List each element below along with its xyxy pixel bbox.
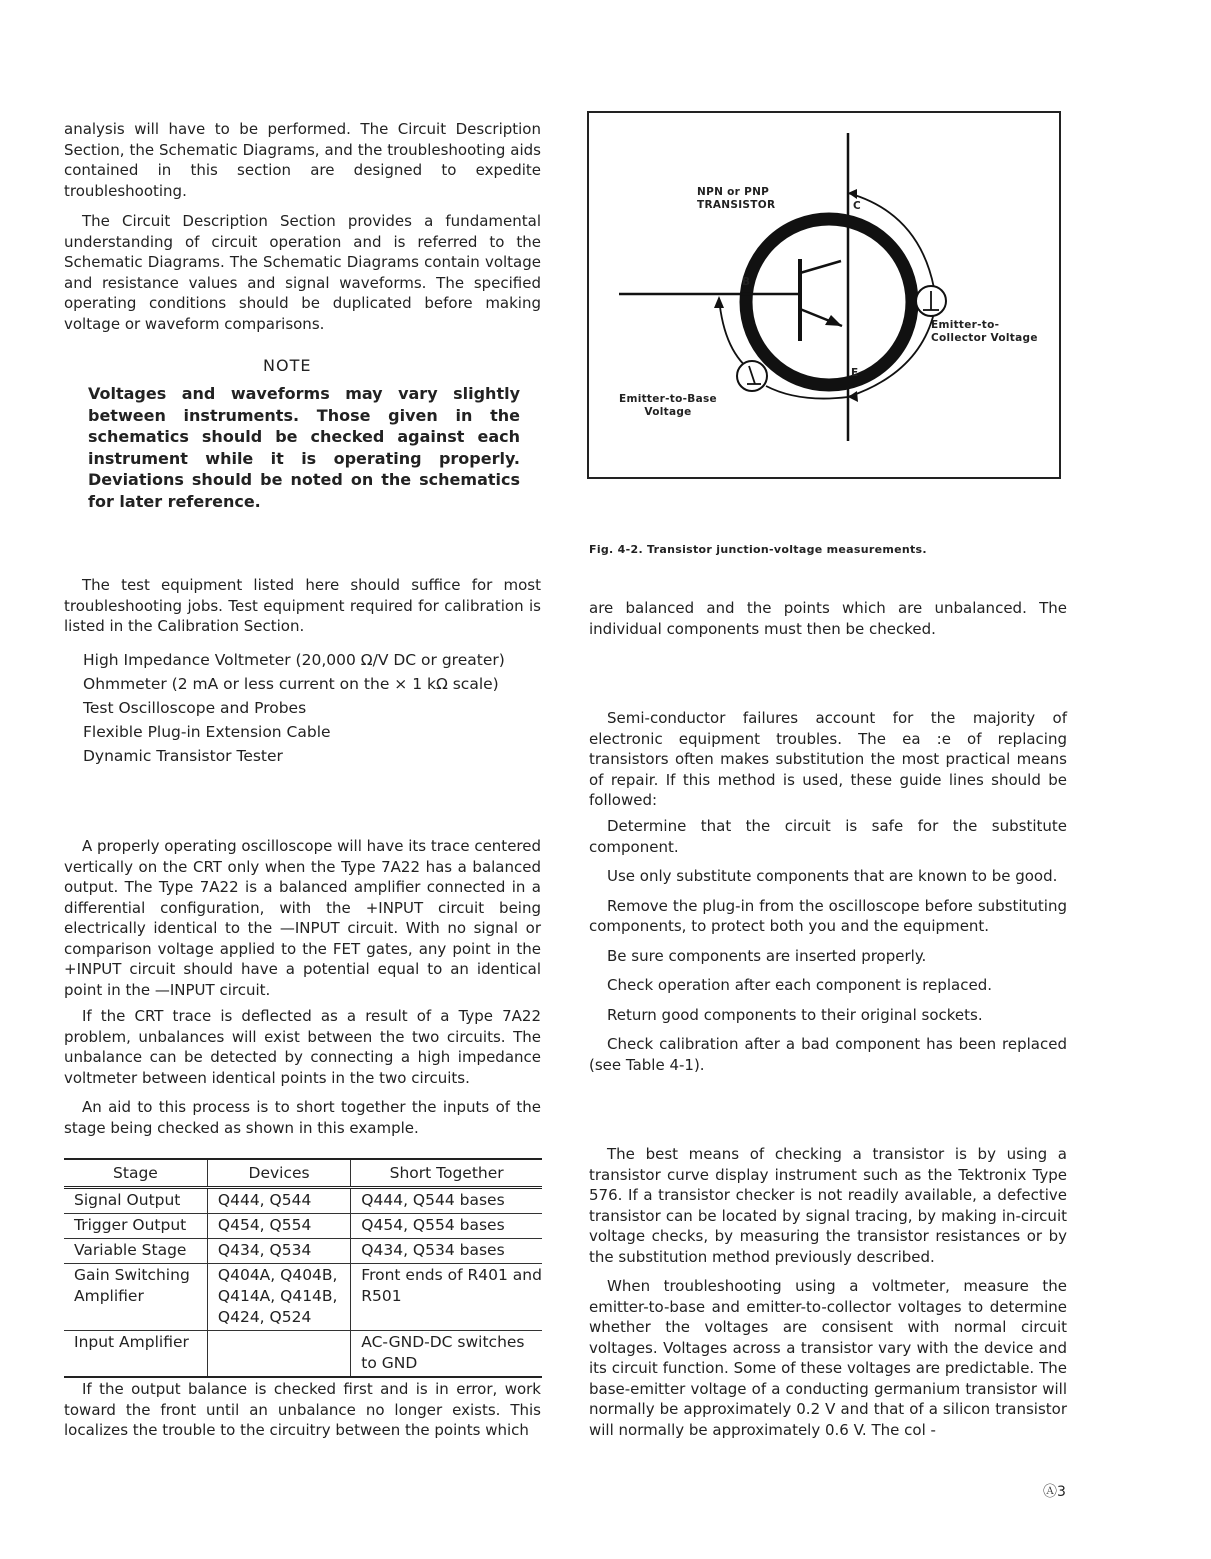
transistor-diagram xyxy=(589,113,1063,481)
semiconductor-paragraph: Semi-conductor failures account for the majority of electronic equipment troubles. The ea :e of replacing transistors often makes substitution the most practical means of repair. If this method is used, these guide lines should be followed: xyxy=(589,709,1067,809)
list-item: High Impedance Voltmeter (20,000 Ω/V DC or greater) xyxy=(83,651,505,669)
table-cell-stage: Variable Stage xyxy=(64,1239,207,1264)
table-cell-stage: Trigger Output xyxy=(64,1214,207,1239)
list-item: Determine that the circuit is safe for the substitute component. xyxy=(589,817,1067,856)
table-cell-short: AC-GND-DC switches to GND xyxy=(351,1331,542,1378)
output-balance-paragraph: If the output balance is checked first and is in error, work toward the front until an unbalance no longer exists. This localizes the trouble to the circuitry between the points which xyxy=(64,1380,541,1439)
transistor-label: NPN or PNP TRANSISTOR xyxy=(697,186,776,211)
list-item: Dynamic Transistor Tester xyxy=(83,747,283,765)
table-cell-stage: Gain Switching Amplifier xyxy=(64,1264,207,1331)
table-row xyxy=(64,1264,542,1331)
table-cell-devices: Q454, Q554 xyxy=(207,1214,350,1239)
list-item: Use only substitute components that are known to be good. xyxy=(607,867,1058,885)
transistor-check-paragraph: The best means of checking a transistor is by using a transistor curve display instrument such as the Tektronix Type 576. If a transistor checker is not readily available, a defective transistor can be located by signal tracing, by making in-circuit voltage checks, by measuring the transistor resistances or by the substitution method previously described. xyxy=(589,1145,1067,1266)
table-cell-devices: Q404A, Q404B, Q414A, Q414B, Q424, Q524 xyxy=(207,1264,350,1331)
balance-paragraph: A properly operating oscilloscope will have its trace centered vertically on the CRT only when the Type 7A22 has a balanced output. The Type 7A22 is a balanced amplifier connected in a differential configuration, with the +INPUT circuit being electrically identical to the —INPUT circuit. With no signal or comparison voltage applied to the FET gates, any point in the +INPUT circuit should have a potential equal to an identical point in the —INPUT circuit. xyxy=(64,837,542,999)
note-title: NOTE xyxy=(263,356,312,375)
list-item: Remove the plug-in from the oscilloscope before substituting components, to protect both you and the equipment. xyxy=(589,896,1067,935)
balanced-paragraph: are balanced and the points which are unbalanced. The individual components must then be checked. xyxy=(589,599,1067,638)
voltmeter-paragraph: When troubleshooting using a voltmeter, measure the emitter-to-base and emitter-to-collector voltages to determine whether the voltages are consisent with normal circuit voltages. Voltages across a transistor vary with the device and its circuit function. Some of these voltages are predictable. The base-emitter voltage of a conducting germanium transistor will normally be approximately 0.2 V and that of a silicon transistor will normally be approximately 0.6 V. The col - xyxy=(589,1277,1067,1439)
table-header-stage: Stage xyxy=(64,1159,207,1188)
table-cell-short: Q444, Q544 bases xyxy=(351,1188,542,1214)
unbalance-paragraph: If the CRT trace is deflected as a result of a Type 7A22 problem, unbalances will exist between the two circuits. The unbalance can be detected by connecting a high impedance voltmeter between identical points in the two circuits. xyxy=(64,1007,541,1087)
table-row xyxy=(64,1331,542,1378)
intro-paragraph: analysis will have to be performed. The Circuit Description Section, the Schematic Diagrams, and the troubleshooting aids contained in this section are designed to expedite troubleshooting. xyxy=(64,120,541,200)
table-row xyxy=(64,1188,542,1214)
figure-caption: Fig. 4-2. Transistor junction-voltage measurements. xyxy=(589,543,927,556)
list-item: Check operation after each component is replaced. xyxy=(607,976,992,994)
note-text: Voltages and waveforms may vary slightly between instruments. Those given in the schematics should be checked against each instrument while it is operating properly. Deviations should be noted on the schematics for later reference. xyxy=(88,384,520,511)
list-item: Ohmmeter (2 mA or less current on the × 1 kΩ scale) xyxy=(83,675,499,693)
list-item: Return good components to their original sockets. xyxy=(607,1005,983,1024)
table-row xyxy=(64,1214,542,1239)
list-item: Be sure components are inserted properly. xyxy=(607,946,927,965)
table-header-devices: Devices xyxy=(207,1159,350,1188)
page-number: Ⓐ3 xyxy=(1043,1484,1066,1500)
transistor-figure xyxy=(587,111,1061,479)
emitter-collector-label: Emitter-to- Collector Voltage xyxy=(931,319,1038,344)
base-label: B xyxy=(742,276,751,288)
table-cell-devices: Q434, Q534 xyxy=(207,1239,350,1264)
circuit-description-paragraph: The Circuit Description Section provides a fundamental understanding of circuit operation and is referred to the Schematic Diagrams. The Schematic Diagrams contain voltage and resistance values and signal waveforms. The specified operating conditions should be duplicated before making voltage or waveform comparisons. xyxy=(64,212,541,333)
table-row xyxy=(64,1239,542,1264)
substitution-steps xyxy=(589,816,1067,1084)
list-item: Check calibration after a bad component has been replaced (see Table 4-1). xyxy=(589,1035,1067,1074)
table-cell-stage: Signal Output xyxy=(64,1188,207,1214)
list-item: Flexible Plug-in Extension Cable xyxy=(83,723,331,741)
test-equipment-paragraph: The test equipment listed here should suffice for most troubleshooting jobs. Test equipment required for calibration is listed in the Calibration Section. xyxy=(64,576,541,635)
table-cell-devices: Q444, Q544 xyxy=(207,1188,350,1214)
table-cell-short: Front ends of R401 and R501 xyxy=(351,1264,542,1331)
list-item: Test Oscilloscope and Probes xyxy=(83,699,307,717)
equipment-list xyxy=(83,648,505,768)
short-inputs-paragraph: An aid to this process is to short together the inputs of the stage being checked as shown in this example. xyxy=(64,1098,541,1137)
table-header-short: Short Together xyxy=(351,1159,542,1188)
table-cell-stage: Input Amplifier xyxy=(64,1331,207,1378)
table-cell-devices xyxy=(207,1331,350,1378)
collector-label: C xyxy=(853,200,862,212)
emitter-label: E xyxy=(851,367,859,379)
table-cell-short: Q434, Q534 bases xyxy=(351,1239,542,1264)
table-cell-short: Q454, Q554 bases xyxy=(351,1214,542,1239)
stage-table xyxy=(64,1158,542,1378)
emitter-base-label: Emitter-to-Base Voltage xyxy=(619,393,717,418)
